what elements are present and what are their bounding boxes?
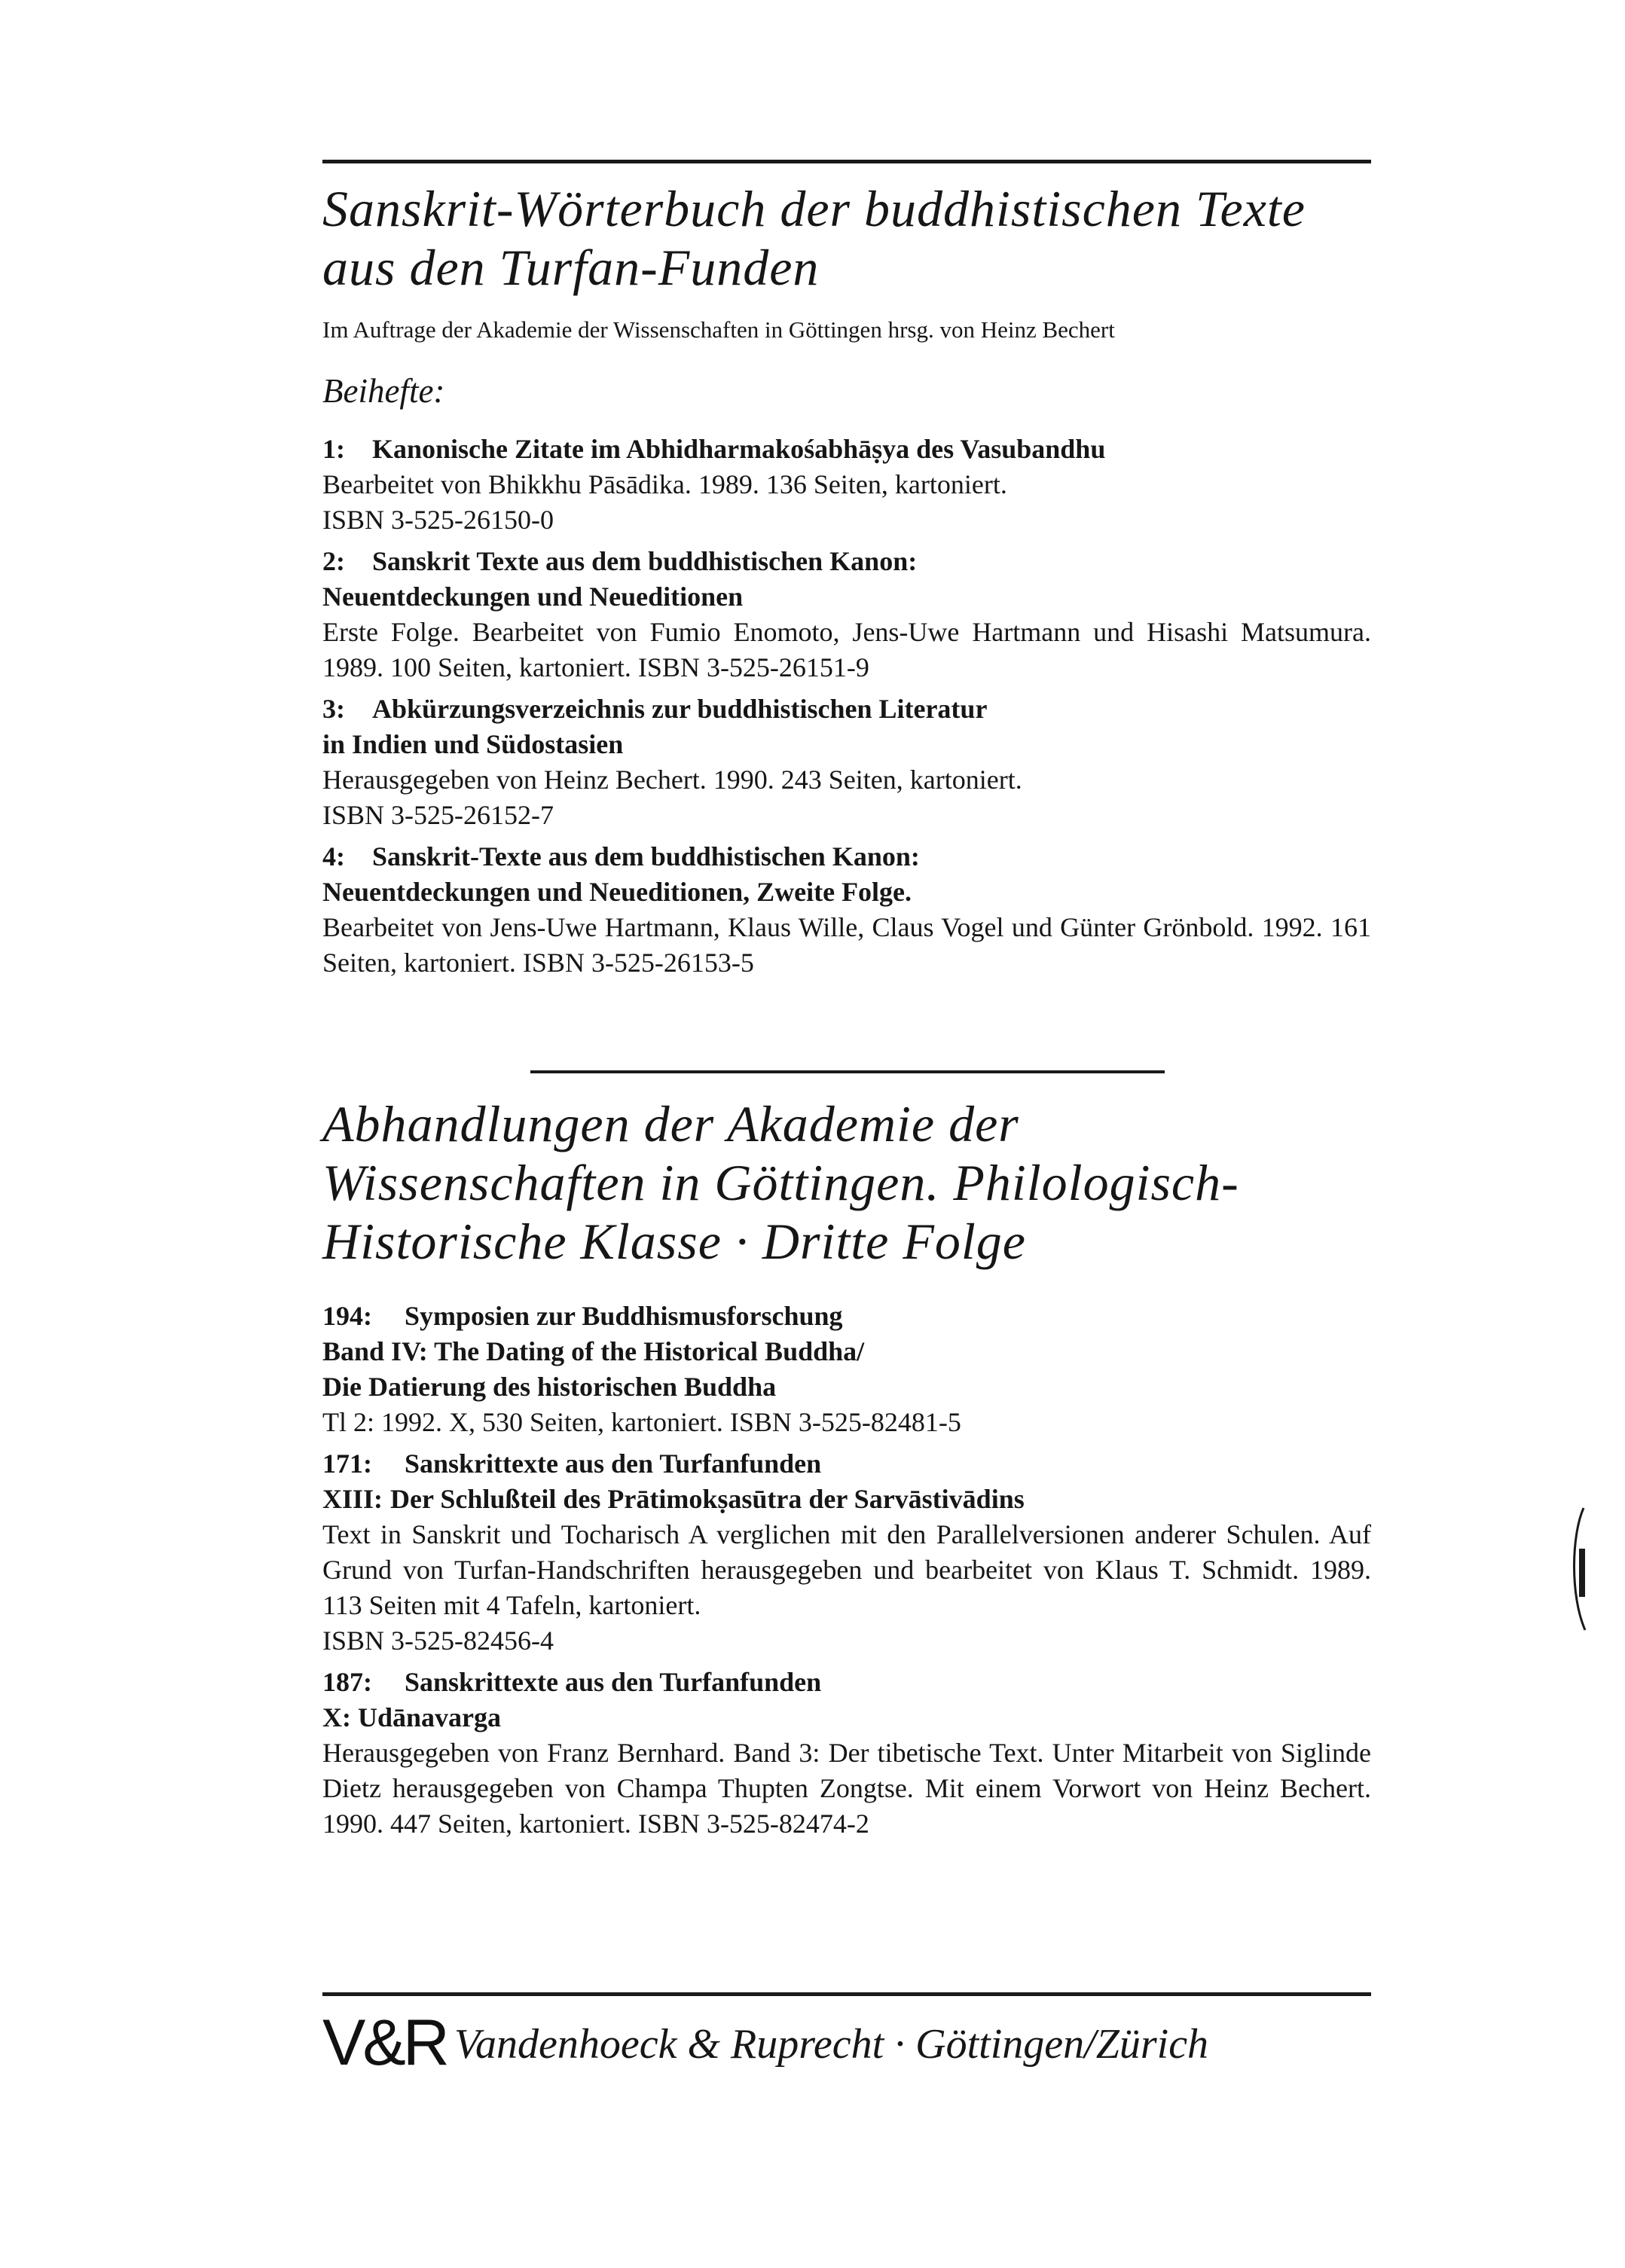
entry-sub-label: XIII:: [322, 1484, 383, 1514]
entry-number: 194:: [322, 1301, 372, 1331]
series2-entry-187: [322, 1665, 1371, 1842]
series2-title-line3: Historische Klasse · Dritte Folge: [322, 1213, 1026, 1270]
entry-title: Sanskrittexte aus den Turfanfunden: [405, 1448, 822, 1479]
vr-logo: V&R: [322, 2007, 447, 2079]
bottom-rule: [322, 1992, 1371, 1996]
entry-title: Sanskrit-Texte aus dem buddhistischen Kanon: Neuentdeckungen und Neueditionen, Zweite Folge.: [322, 841, 920, 907]
entry-number: 187:: [322, 1667, 372, 1697]
entry-number: 1:: [322, 434, 345, 464]
series2-title: [322, 1094, 1239, 1271]
entry-title: Kanonische Zitate im Abhidharmakośabhāṣya des Vasubandhu: [372, 434, 1106, 464]
entry-subtitle: Der Schlußteil des Prātimokṣasūtra der Sarvāstivādins: [390, 1484, 1025, 1514]
entry-number: 171:: [322, 1448, 372, 1479]
entry-number: 2:: [322, 546, 345, 576]
entry-title: Symposien zur Buddhismusforschung: [405, 1301, 843, 1331]
top-rule: [322, 160, 1371, 163]
catalog-page: [322, 0, 1371, 2268]
series1-title-line2: aus den Turfan-Funden: [322, 239, 820, 296]
series1-subheading: Beihefte:: [322, 372, 445, 410]
entry-body: Text in Sanskrit und Tocharisch A verglichen mit den Parallelversionen anderer Schulen. Auf Grund von Turfan-Handschriften herausgegeben und bearbeitet von Klaus T. Schmidt. 1989. 113 Seiten mit 4 Tafeln, kartoniert. ISBN 3-525-82456-4: [322, 1519, 1371, 1656]
series1-title-line1: Sanskrit-Wörterbuch der buddhistischen Texte: [322, 180, 1306, 237]
entry-body: Erste Folge. Bearbeitet von Fumio Enomoto, Jens-Uwe Hartmann und Hisashi Matsumura. 1989. 100 Seiten, kartoniert. ISBN 3-525-26151-9: [322, 617, 1371, 682]
series2-title-line1: Abhandlungen der Akademie der: [322, 1095, 1019, 1152]
entry-title: Sanskrittexte aus den Turfanfunden: [405, 1667, 822, 1697]
scan-edge-mark-icon: [1567, 1505, 1590, 1633]
entry-title: Sanskrit Texte aus dem buddhistischen Kanon: Neuentdeckungen und Neueditionen: [322, 546, 918, 612]
entry-body: Bearbeitet von Jens-Uwe Hartmann, Klaus Wille, Claus Vogel und Günter Grönbold. 1992. 161 Seiten, kartoniert. ISBN 3-525-26153-5: [322, 912, 1371, 978]
entry-number: 4:: [322, 841, 345, 871]
series1-entry-1: [322, 432, 1371, 538]
series1-editor: Im Auftrage der Akademie der Wissenschaften in Göttingen hrsg. von Heinz Bechert: [322, 316, 1115, 343]
series1-entry-3: [322, 691, 1371, 833]
entry-title: Abkürzungsverzeichnis zur buddhistischen Literatur in Indien und Südostasien: [322, 694, 988, 759]
series1-entries: [322, 432, 1371, 987]
entry-number: 3:: [322, 694, 345, 724]
series1-title: [322, 179, 1306, 297]
entry-body: Herausgegeben von Franz Bernhard. Band 3: Der tibetische Text. Unter Mitarbeit von Siglinde Dietz herausgegeben von Champa Thupten Zongtse. Mit einem Vorwort von Heinz Bechert. 1990. 447 Seiten, kartoniert. ISBN 3-525-82474-2: [322, 1738, 1371, 1839]
entry-subtitle: Band IV: The Dating of the Historical Buddha/ Die Datierung des historischen Buddha: [322, 1336, 865, 1402]
series2-entry-171: [322, 1446, 1371, 1659]
series1-entry-4: [322, 839, 1371, 981]
publisher-footer: [322, 2005, 1371, 2080]
series1-entry-2: [322, 544, 1371, 685]
publisher-name: Vandenhoeck & Ruprecht · Göttingen/Zürich: [454, 2021, 1209, 2068]
series2-title-line2: Wissenschaften in Göttingen. Philologisch-: [322, 1154, 1239, 1211]
entry-body: Tl 2: 1992. X, 530 Seiten, kartoniert. ISBN 3-525-82481-5: [322, 1407, 961, 1437]
entry-body: Herausgegeben von Heinz Bechert. 1990. 243 Seiten, kartoniert. ISBN 3-525-26152-7: [322, 765, 1022, 830]
middle-rule: [530, 1070, 1165, 1073]
entry-body: Bearbeitet von Bhikkhu Pāsādika. 1989. 136 Seiten, kartoniert. ISBN 3-525-26150-0: [322, 469, 1007, 535]
entry-subtitle: X: Udānavarga: [322, 1702, 502, 1732]
series2-entry-194: [322, 1299, 1371, 1440]
series2-entries: [322, 1299, 1371, 1848]
